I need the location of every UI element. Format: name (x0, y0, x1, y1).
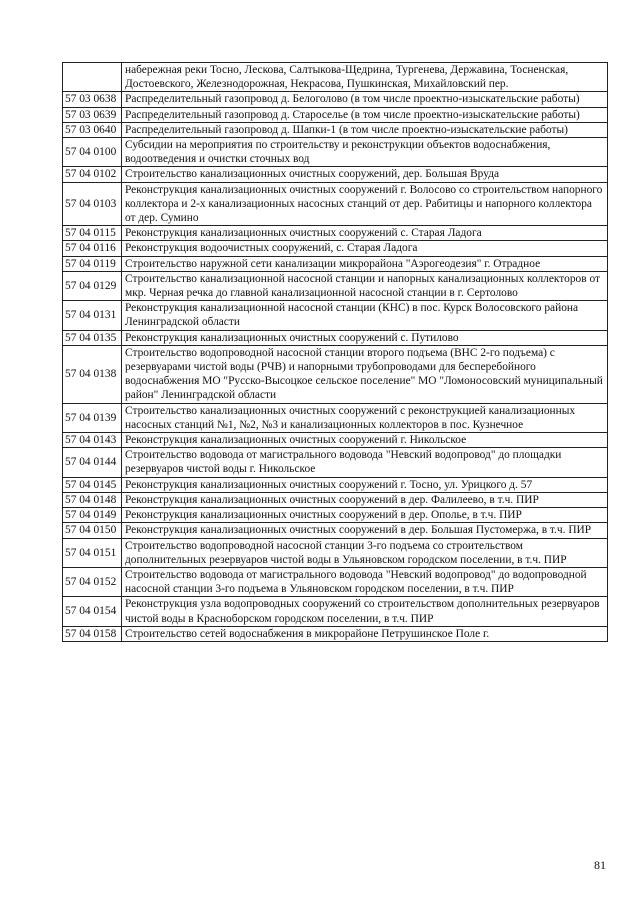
table-row (63, 63, 608, 92)
row-description: Реконструкция канализационных очистных сооружений г. Тосно, ул. Урицкого д. 57 (122, 477, 608, 492)
row-code: 57 04 0115 (63, 226, 122, 241)
row-description: Субсидии на мероприятия по строительству и реконструкции объектов водоснабжения, водоотведения и очистки сточных вод (122, 138, 608, 167)
row-code: 57 04 0135 (63, 330, 122, 345)
row-description: Строительство водопроводной насосной станции 3-го подъема со строительством дополнительных резервуаров чистой воды в Ульяновском городском поселении, в т.ч. ПИР (122, 538, 608, 567)
row-code: 57 03 0639 (63, 107, 122, 122)
row-description: Строительство канализационных очистных сооружений с реконструкцией канализационных насосных станций №1, №2, №3 и канализационных коллекторов в пос. Кузнечное (122, 403, 608, 432)
table-row (63, 403, 608, 432)
row-code: 57 04 0144 (63, 448, 122, 477)
row-description: набережная реки Тосно, Лескова, Салтыкова-Щедрина, Тургенева, Державина, Тосненская, Достоевского, Железнодорожная, Некрасова, Пушкинская, Михайловский пер. (122, 63, 608, 92)
row-description: Распределительный газопровод д. Белоголово (в том числе проектно-изыскательские работы) (122, 92, 608, 107)
row-code: 57 04 0152 (63, 567, 122, 596)
table-row (63, 271, 608, 300)
row-code: 57 03 0638 (63, 92, 122, 107)
table-row (63, 508, 608, 523)
row-description: Строительство водовода от магистрального водовода "Невский водопровод" до площадки резервуаров чистой воды г. Никольское (122, 448, 608, 477)
row-code: 57 04 0149 (63, 508, 122, 523)
row-code: 57 04 0143 (63, 433, 122, 448)
row-code: 57 04 0139 (63, 403, 122, 432)
row-code: 57 04 0103 (63, 182, 122, 226)
row-code: 57 04 0131 (63, 301, 122, 330)
table-row (63, 122, 608, 137)
row-description: Распределительный газопровод д. Шапки-1 (в том числе проектно-изыскательские работы) (122, 122, 608, 137)
row-description: Реконструкция канализационных очистных сооружений в дер. Большая Пустомержа, в т.ч. ПИР (122, 523, 608, 538)
row-description: Распределительный газопровод д. Староселье (в том числе проектно-изыскательские работы) (122, 107, 608, 122)
row-code: 57 04 0145 (63, 477, 122, 492)
page-number: 81 (594, 858, 606, 872)
row-description: Строительство канализационной насосной станции и напорных канализационных коллекторов от мкр. Черная речка до главной канализационной насосной станции в г. Сертолово (122, 271, 608, 300)
table-row (63, 330, 608, 345)
table-row (63, 226, 608, 241)
table-row (63, 433, 608, 448)
table-row (63, 538, 608, 567)
budget-table (62, 62, 608, 642)
row-description: Строительство сетей водоснабжения в микрорайоне Петрушинское Поле г. (122, 626, 608, 641)
table-row (63, 138, 608, 167)
table-row (63, 448, 608, 477)
table-row (63, 626, 608, 641)
row-code: 57 04 0129 (63, 271, 122, 300)
row-code: 57 04 0154 (63, 597, 122, 626)
table-row (63, 567, 608, 596)
table-row (63, 523, 608, 538)
row-description: Реконструкция узла водопроводных сооружений со строительством дополнительных резервуаров чистой воды в Красноборском городском поселении, в т.ч. ПИР (122, 597, 608, 626)
row-description: Реконструкция канализационных очистных сооружений в дер. Ополье, в т.ч. ПИР (122, 508, 608, 523)
row-code: 57 04 0100 (63, 138, 122, 167)
table-row (63, 92, 608, 107)
row-description: Реконструкция канализационных очистных сооружений в дер. Фалилеево, в т.ч. ПИР (122, 492, 608, 507)
table-row (63, 301, 608, 330)
table-body (63, 63, 608, 642)
row-description: Реконструкция канализационных очистных сооружений г. Волосово со строительством напорного коллектора и 2-х канализационных насосных станций от дер. Рабитицы и напорного коллектора от дер. Сумино (122, 182, 608, 226)
table-row (63, 345, 608, 403)
table-row (63, 597, 608, 626)
row-description: Строительство водопроводной насосной станции второго подъема (ВНС 2-го подъема) с резервуарами чистой воды (РЧВ) и напорными трубопроводами для бесперебойного водоснабжения МО "Русско-Высоцкое сельское поселение" МО "Ломоносовский муниципальный район" Ленинградской области (122, 345, 608, 403)
table-row (63, 167, 608, 182)
row-code (63, 63, 122, 92)
row-description: Реконструкция канализационных очистных сооружений г. Никольское (122, 433, 608, 448)
row-code: 57 04 0158 (63, 626, 122, 641)
row-code: 57 04 0119 (63, 256, 122, 271)
row-description: Строительство наружной сети канализации микрорайона "Аэрогеодезия" г. Отрадное (122, 256, 608, 271)
row-description: Строительство водовода от магистрального водовода "Невский водопровод" до водопроводной насосной станции 3-го подъема в Ульяновском городском поселении, в т.ч. ПИР (122, 567, 608, 596)
table-row (63, 492, 608, 507)
table-row (63, 107, 608, 122)
table-row (63, 182, 608, 226)
row-code: 57 04 0148 (63, 492, 122, 507)
row-code: 57 04 0138 (63, 345, 122, 403)
row-description: Реконструкция водоочистных сооружений, с. Старая Ладога (122, 241, 608, 256)
table-row (63, 477, 608, 492)
row-description: Строительство канализационных очистных сооружений, дер. Большая Вруда (122, 167, 608, 182)
row-code: 57 04 0102 (63, 167, 122, 182)
row-code: 57 04 0150 (63, 523, 122, 538)
table-row (63, 241, 608, 256)
row-description: Реконструкция канализационных очистных сооружений с. Путилово (122, 330, 608, 345)
row-description: Реконструкция канализационных очистных сооружений с. Старая Ладога (122, 226, 608, 241)
table-row (63, 256, 608, 271)
row-code: 57 04 0116 (63, 241, 122, 256)
row-code: 57 03 0640 (63, 122, 122, 137)
row-code: 57 04 0151 (63, 538, 122, 567)
row-description: Реконструкция канализационной насосной станции (КНС) в пос. Курск Волосовского района Ленинградской области (122, 301, 608, 330)
